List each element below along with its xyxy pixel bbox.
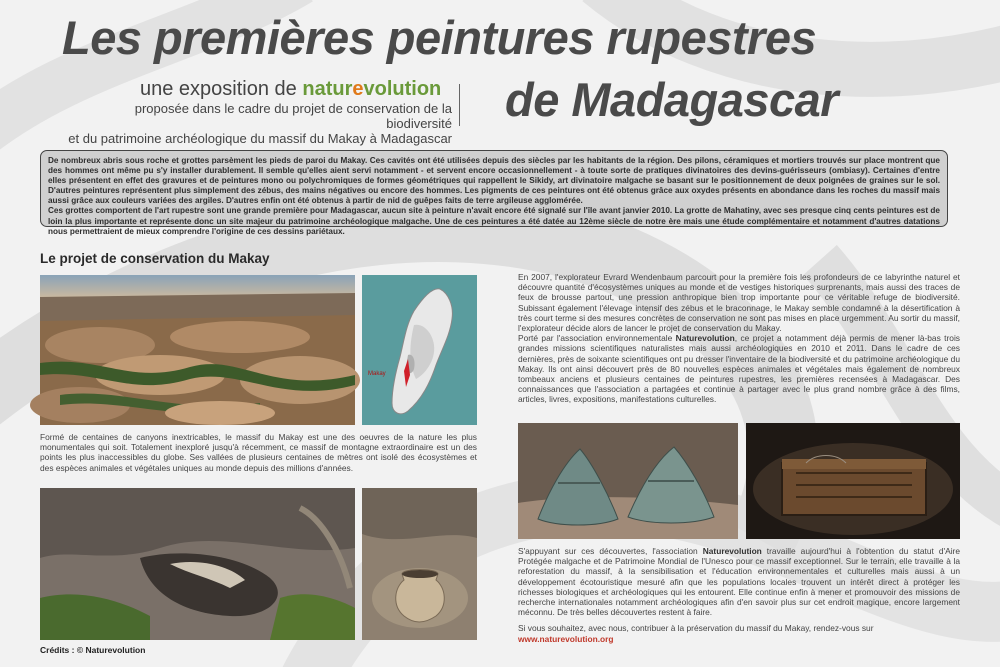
- rock-shelter-photo: [40, 488, 355, 640]
- ancient-tomb-photo: [746, 423, 960, 539]
- brand-logo: naturevolution: [302, 78, 442, 100]
- contribute-paragraph: Si vous souhaitez, avec nous, contribuer à la préservation du massif du Makay, rendez-vous sur: [518, 623, 874, 634]
- right-text-top: [518, 272, 960, 405]
- makay-caption: [40, 432, 477, 473]
- section-title: Le projet de conservation du Makay: [40, 251, 270, 266]
- subtitle: [67, 101, 452, 146]
- main-title: Les premières peintures rupestres: [62, 11, 817, 64]
- website-link[interactable]: www.naturevolution.org: [518, 633, 614, 644]
- intro-paragraph-2: Ces grottes comportent de l'art rupestre sont une grande première pour Madagascar, aucun site à peinture n'avait encore été signalé sur l'île avant janvier 2010. La grotte de Mahatiny, avec ses presque cinq cents peintures est de loin la plus importante et représente donc un site majeur du patrimoine archéologique malgache. Une de ces peintures a été datée au 12ème siècle de notre ère mais une étude complémentaire et notamment d'autres datations nous permettraient de mieux comprendre l'origine de ces dessins pariétaux.: [48, 206, 940, 236]
- projects-paragraph: S'appuyant sur ces découvertes, l'association Naturevolution travaille aujourd'hui à l'obtention du statut d'Aire Protégée malgache et de Patrimoine Mondial de l'Unesco pour ce massif exceptionnel. Sur le terrain, elle travaille à la reforestation du massif, à la sensibilisation et l'éducation environnementales et culturelles mais aussi à un développement écotouristique mesuré afin que les populations locales trouvent un intérêt direct à protéger les richesses biologiques et archéologiques qui les entourent. Elle continue enfin à mener et promouvoir des missions de recherche internationales notamment archéologiques afin d'en savoir plus sur cet endroit magique, encore largement méconnu. De très belles découvertes restent à faire.: [518, 546, 960, 618]
- madagascar-map: [362, 275, 477, 425]
- main-title-line2: de Madagascar: [505, 73, 839, 126]
- intro-paragraph-1: De nombreux abris sous roche et grottes parsèment les pieds de paroi du Makay. Ces cavités ont été utilisées depuis des siècles par les habitants de la région. Des pilons, céramiques et mortiers trouvés sur place montrent que des hommes ont même pu s'y installer durablement. Il semble qu'elles aient servi notamment - et servent encore occasionnellement - à toute sorte de pratiques divinatoires des devins-guérisseurs (ombiasy). Certaines d'entre elles présentent en effet des gravures et de peintures mono ou polychromiques de formes géométriques qui rappellent le Sikidy, art divinatoire malgache se basant sur le positionnement de deux poignées de graines sur le sol. D'autres peintures représentent plus simplement des zébus, des mains négatives ou encore des hommes. Les pigments de ces peintures ont été obtenus grâce aux oxydes présents en abondance dans les roches du massif mais aussi grâce aux couleurs variées des argiles. D'autres enfin ont été obtenus à partir de nid de guêpes faits de terre argileuse agglomérée.: [48, 156, 940, 206]
- makay-caption-text: Formé de centaines de canyons inextricables, le massif du Makay est une des oeuvres de la nature les plus monumentales qui soit. Totalement inexploré jusqu'à récemment, ce massif de montagne extraordinaire est un des points les plus inaccessibles du globe. Ses vallées de plusieurs centaines de mètres ont isolé des écosystèmes et des espèces animales et végétales uniques au monde depuis des millions d'années.: [40, 432, 477, 473]
- exploration-paragraph: En 2007, l'explorateur Evrard Wendenbaum parcourt pour la première fois les profondeurs de ce labyrinthe naturel et découvre quantité d'écosystèmes uniques au monde et de vestiges historiques surprenants, mais aussi des traces de feux de brousse partout, une pression anthropique bien trop importante pour ce véritable refuge de biodiversité. Subissant également l'élevage intensif des zébus et le braconnage, le Makay semble condamné à la désertification à très court terme si des mesures concrètes de conservation ne sont pas mises en place urgemment. Au sortir du massif, l'explorateur décide alors de lancer le projet de conservation du Makay.: [518, 272, 960, 334]
- right-text-bottom: [518, 546, 960, 644]
- intro-box: [40, 150, 948, 236]
- credits: Crédits : © Naturevolution: [40, 645, 146, 655]
- exposition-line: [140, 78, 450, 101]
- subtitle-line2: et du patrimoine archéologique du massif du Makay à Madagascar: [68, 131, 452, 146]
- map-label-makay: Makay: [368, 371, 386, 377]
- expo-prefix: une exposition de: [140, 78, 297, 100]
- canyon-aerial-photo: [40, 275, 355, 425]
- bronze-artifacts-photo: [518, 423, 738, 539]
- subtitle-line1: proposée dans le cadre du projet de conservation de la biodiversité: [134, 101, 452, 131]
- clay-pot-photo: [362, 488, 477, 640]
- association-paragraph: Porté par l'association environnementale Naturevolution, ce projet a notamment déjà permis de mener là-bas trois grandes missions scientifiques naturalistes mais aussi archéologiques en 2010 et 2011. Dans le cadre de ces dernières, près de soixante scientifiques ont pu dresser l'inventaire de la biodiversité et du patrimoine archéologique du Makay. Ils ont ainsi découvert près de 80 nouvelles espèces animales et végétales mais également de nombreux tombeaux anciens et plusieurs centaines de peintures rupestres, les premières recensées à Madagascar. Des connaissances que l'association a partagées et continue à partager avec le plus grand nombre grâce à des films, articles, livres, expositions, manifestations culturelles.: [518, 333, 960, 405]
- header-divider: [459, 84, 460, 126]
